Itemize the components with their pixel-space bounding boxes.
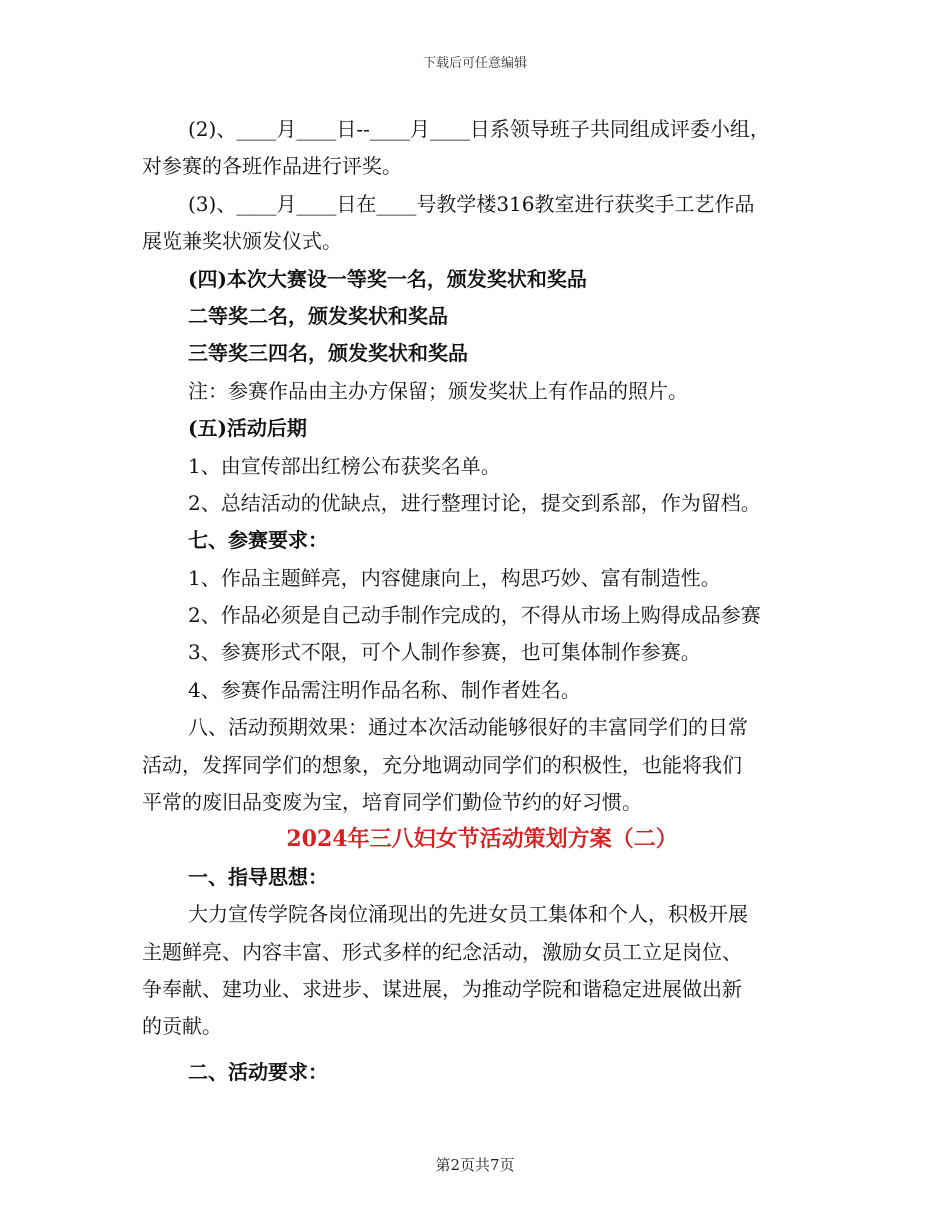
document-body [142, 111, 822, 1091]
paragraph-line: 争奉献、建功业、求进步、谋进展，为推动学院和谐稳定进展做出新 [142, 976, 742, 1001]
paragraph-line: 展览兼奖状颁发仪式。 [142, 229, 342, 254]
section-heading: 七、参赛要求： [188, 528, 328, 553]
page-footer: 第2页共7页 [435, 1156, 515, 1174]
paragraph-gap [142, 1046, 822, 1054]
list-item: 4、参赛作品需注明作品名称、制作者姓名。 [188, 677, 581, 702]
list-item: 2、作品必须是自己动手制作完成的，不得从市场上购得成品参赛 [188, 603, 761, 628]
paragraph-line: 对参赛的各班作品进行评奖。 [142, 154, 402, 179]
paragraph-line: (3)、____月____日在____号教学楼316教室进行获奖手工艺作品 [188, 191, 755, 216]
paragraph-line: 大力宣传学院各岗位涌现出的先进女员工集体和个人，积极开展 [188, 902, 748, 927]
paragraph-line: 平常的废旧品变废为宝，培育同学们勤俭节约的好习惯。 [142, 790, 642, 815]
prize-line: 三等奖三四名，颁发奖状和奖品 [188, 341, 468, 366]
document-title: 2024年三八妇女节活动策划方案（二） [286, 826, 678, 853]
list-item: 3、参赛形式不限，可个人制作参赛，也可集体制作参赛。 [188, 640, 701, 665]
section-heading: (五)活动后期 [188, 416, 307, 441]
section-heading: (四)本次大赛设一等奖一名，颁发奖状和奖品 [188, 266, 587, 291]
note-line: 注：参赛作品由主办方保留；颁发奖状上有作品的照片。 [188, 378, 688, 403]
page-header: 下载后可任意编辑 [422, 56, 527, 71]
list-item: 2、总结活动的优缺点，进行整理讨论，提交到系部，作为留档。 [188, 490, 761, 515]
paragraph-line: (2)、____月____日--____月____日系领导班子共同组成评委小组， [188, 117, 770, 141]
list-item: 1、由宣传部出红榜公布获奖名单。 [188, 453, 501, 478]
section-heading: 一、指导思想： [188, 864, 328, 889]
prize-line: 二等奖二名，颁发奖状和奖品 [188, 303, 448, 328]
list-item: 1、作品主题鲜亮，内容健康向上，构思巧妙、富有制造性。 [188, 565, 721, 590]
paragraph-line: 的贡献。 [142, 1014, 222, 1039]
paragraph-line: 八、活动预期效果：通过本次活动能够很好的丰富同学们的日常 [188, 715, 748, 740]
paragraph-line: 活动，发挥同学们的想象，充分地调动同学们的积极性，也能将我们 [142, 752, 742, 777]
section-heading: 二、活动要求： [188, 1059, 328, 1084]
paragraph-line: 主题鲜亮、内容丰富、形式多样的纪念活动，激励女员工立足岗位、 [142, 939, 742, 964]
